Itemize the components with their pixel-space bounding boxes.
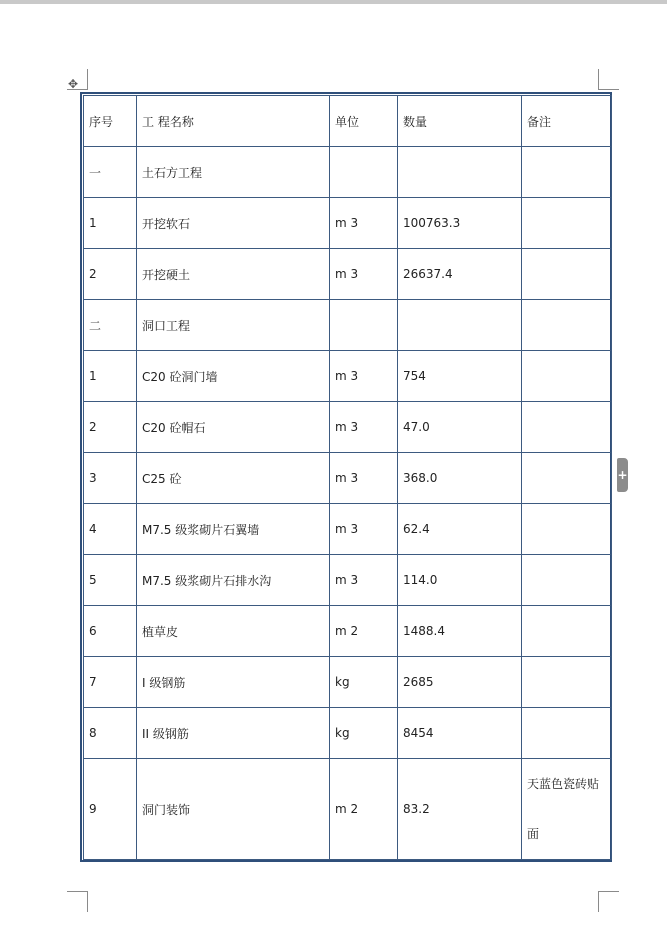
remark-cell[interactable] xyxy=(522,708,612,759)
name-cell[interactable]: 洞口工程 xyxy=(137,300,330,351)
remark-cell[interactable]: 天蓝色瓷砖贴面 xyxy=(522,759,612,860)
quantity-cell[interactable]: 100763.3 xyxy=(398,198,522,249)
remark-cell[interactable] xyxy=(522,351,612,402)
unit-cell[interactable] xyxy=(330,147,398,198)
header-cell-name[interactable]: 工 程名称 xyxy=(137,96,330,147)
table-row xyxy=(84,300,612,351)
table-row xyxy=(84,147,612,198)
name-cell[interactable]: C20 砼帽石 xyxy=(137,402,330,453)
table-header-row xyxy=(84,96,612,147)
header-cell-quantity[interactable]: 数量 xyxy=(398,96,522,147)
table-row xyxy=(84,351,612,402)
name-cell[interactable]: M7.5 级浆砌片石排水沟 xyxy=(137,555,330,606)
unit-cell[interactable]: kg xyxy=(330,657,398,708)
table-row xyxy=(84,402,612,453)
remark-cell[interactable] xyxy=(522,606,612,657)
unit-cell[interactable]: m 3 xyxy=(330,504,398,555)
quantity-cell[interactable]: 368.0 xyxy=(398,453,522,504)
name-cell[interactable]: 洞门装饰 xyxy=(137,759,330,860)
table-row xyxy=(84,504,612,555)
unit-cell[interactable] xyxy=(330,300,398,351)
index-cell[interactable]: 1 xyxy=(84,198,137,249)
quantity-cell[interactable]: 754 xyxy=(398,351,522,402)
header-cell-index[interactable]: 序号 xyxy=(84,96,137,147)
index-cell[interactable]: 1 xyxy=(84,351,137,402)
unit-cell[interactable]: m 3 xyxy=(330,555,398,606)
remark-cell[interactable] xyxy=(522,504,612,555)
quantity-cell[interactable]: 62.4 xyxy=(398,504,522,555)
table-row xyxy=(84,198,612,249)
table-row xyxy=(84,606,612,657)
index-cell[interactable]: 7 xyxy=(84,657,137,708)
remark-cell[interactable] xyxy=(522,147,612,198)
unit-cell[interactable]: m 3 xyxy=(330,198,398,249)
name-cell[interactable]: II 级钢筋 xyxy=(137,708,330,759)
table-row xyxy=(84,657,612,708)
remark-cell[interactable] xyxy=(522,453,612,504)
index-cell[interactable]: 一 xyxy=(84,147,137,198)
unit-cell[interactable]: m 3 xyxy=(330,453,398,504)
table-row xyxy=(84,759,612,860)
index-cell[interactable]: 2 xyxy=(84,249,137,300)
quantity-cell[interactable] xyxy=(398,147,522,198)
name-cell[interactable]: 土石方工程 xyxy=(137,147,330,198)
add-row-plus-icon[interactable]: + xyxy=(617,458,628,492)
index-cell[interactable]: 8 xyxy=(84,708,137,759)
index-cell[interactable]: 6 xyxy=(84,606,137,657)
name-cell[interactable]: C20 砼洞门墙 xyxy=(137,351,330,402)
name-cell[interactable]: I 级钢筋 xyxy=(137,657,330,708)
quantity-cell[interactable]: 114.0 xyxy=(398,555,522,606)
window-top-strip xyxy=(0,0,667,4)
remark-cell[interactable] xyxy=(522,657,612,708)
remark-cell[interactable] xyxy=(522,402,612,453)
name-cell[interactable]: 开挖软石 xyxy=(137,198,330,249)
quantity-cell[interactable] xyxy=(398,300,522,351)
quantity-cell[interactable]: 83.2 xyxy=(398,759,522,860)
unit-cell[interactable]: m 3 xyxy=(330,402,398,453)
name-cell[interactable]: 开挖硬土 xyxy=(137,249,330,300)
quantity-cell[interactable]: 1488.4 xyxy=(398,606,522,657)
quantity-cell[interactable]: 47.0 xyxy=(398,402,522,453)
quantity-cell[interactable]: 2685 xyxy=(398,657,522,708)
index-cell[interactable]: 3 xyxy=(84,453,137,504)
remark-cell[interactable] xyxy=(522,198,612,249)
name-cell[interactable]: M7.5 级浆砌片石翼墙 xyxy=(137,504,330,555)
name-cell[interactable]: C25 砼 xyxy=(137,453,330,504)
margin-corner-bottom-left xyxy=(67,891,88,912)
unit-cell[interactable]: m 2 xyxy=(330,606,398,657)
quantity-table-frame xyxy=(80,92,612,862)
quantity-cell[interactable]: 26637.4 xyxy=(398,249,522,300)
header-cell-unit[interactable]: 单位 xyxy=(330,96,398,147)
remark-cell[interactable] xyxy=(522,555,612,606)
remark-cell[interactable] xyxy=(522,249,612,300)
unit-cell[interactable]: m 2 xyxy=(330,759,398,860)
remark-cell[interactable] xyxy=(522,300,612,351)
unit-cell[interactable]: m 3 xyxy=(330,351,398,402)
table-row xyxy=(84,708,612,759)
name-cell[interactable]: 植草皮 xyxy=(137,606,330,657)
margin-corner-bottom-right xyxy=(598,891,619,912)
unit-cell[interactable]: m 3 xyxy=(330,249,398,300)
header-cell-remark[interactable]: 备注 xyxy=(522,96,612,147)
index-cell[interactable]: 9 xyxy=(84,759,137,860)
index-cell[interactable]: 二 xyxy=(84,300,137,351)
quantity-table xyxy=(83,95,612,860)
index-cell[interactable]: 4 xyxy=(84,504,137,555)
index-cell[interactable]: 5 xyxy=(84,555,137,606)
table-row xyxy=(84,453,612,504)
table-row xyxy=(84,249,612,300)
margin-corner-top-right xyxy=(598,69,619,90)
index-cell[interactable]: 2 xyxy=(84,402,137,453)
quantity-cell[interactable]: 8454 xyxy=(398,708,522,759)
table-row xyxy=(84,555,612,606)
unit-cell[interactable]: kg xyxy=(330,708,398,759)
table-move-handle-icon[interactable]: ✥ xyxy=(67,77,79,91)
